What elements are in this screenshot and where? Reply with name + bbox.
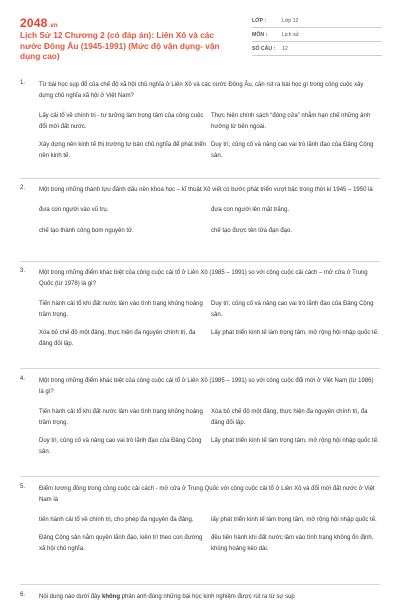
question-options [39, 299, 380, 350]
question-options [39, 407, 380, 458]
meta-row-count [252, 42, 382, 56]
meta-table [252, 14, 382, 56]
divider [20, 476, 380, 477]
logo-main: 2048 [20, 16, 48, 30]
question-text: Từ bài học sụp đổ của chế độ xã hội chủ nghĩa ở Liên Xô và các nước Đông Âu, cần rút ra bài học gì trong công cuộc xây dựng chủ nghĩa xã hội ở Việt Nam? [39, 82, 364, 99]
question-options [39, 111, 380, 162]
meta-label-subject: MÔN : [252, 31, 268, 38]
question-text-emphasis: không [102, 594, 120, 600]
option-b[interactable]: Thực hiện chính sách “đóng cửa” nhằm hạn chế những ảnh hưởng từ bên ngoài. [211, 113, 371, 130]
option-d[interactable]: Duy trì, củng cố và nâng cao vai trò lãnh đạo của Đảng Cộng sản. [211, 142, 374, 159]
option-c[interactable]: Xây dựng nền kinh tế thị trường tư bản chủ nghĩa để phát triển nền kinh tế. [39, 142, 207, 159]
question-3 [20, 268, 380, 350]
meta-value-grade: Lớp 12 [282, 17, 299, 24]
option-a[interactable]: tiến hành cải tổ về chính trị, cho phép đa nguyên đa đảng. [39, 517, 194, 523]
header [0, 0, 400, 72]
logo-suffix: .vn [48, 23, 58, 29]
option-a[interactable]: Tiến hành cải tổ khi đất nước lâm vào tình trạng khủng hoảng trầm trọng. [39, 301, 203, 318]
option-b[interactable]: lấy phát triển kinh tế làm trọng tâm, mở rộng hội nhập quốc tế. [211, 517, 377, 523]
question-number: 2. [20, 185, 26, 191]
question-text: Một trong những điểm khác biệt của công cuộc cải tổ ở Liên Xô (1985 – 1991) so với công cuộc đổi mới ở Việt Nam (từ 1986) là gì? [39, 378, 374, 395]
question-text: Điểm tương đồng trong công cuộc cải cách - mở cửa ở Trung Quốc với công cuộc cải tổ ở Liên Xô và đổi mới đất nước ở Việt Nam là [39, 486, 375, 503]
option-d[interactable]: chế tạo được tên lửa đạn đạo. [211, 228, 293, 234]
meta-row-subject [252, 28, 382, 42]
question-number: 4. [20, 376, 26, 382]
question-text [39, 592, 379, 600]
meta-value-count: 12 [282, 45, 288, 52]
option-d[interactable]: Lấy phát triển kinh tế làm trọng tâm, mở rộng hội nhập quốc tế. [211, 438, 379, 444]
question-text-pre: Nội dung nào dưới đây [39, 594, 102, 600]
question-5 [20, 484, 380, 555]
question-number: 6. [20, 592, 26, 598]
question-2 [20, 185, 380, 237]
option-c[interactable]: chế tạo thành công bom nguyên tử. [39, 228, 134, 234]
page-title: Lịch Sử 12 Chương 2 (có đáp án): Liên Xô và các nước Đông Âu (1945-1991) (Mức độ vận dụng- vận dụng cao) [20, 30, 220, 61]
question-text: Một trong những điểm khác biệt của công cuộc cải tổ ở Liên Xô (1985 – 1991) so với công cuộc cải cách – mở cửa ở Trung Quốc (từ 1978) là gì? [39, 270, 368, 287]
option-a[interactable]: đưa con người vào vũ trụ. [39, 207, 109, 213]
question-1 [20, 80, 380, 162]
meta-label-count: SỐ CÂU : [252, 45, 276, 52]
question-options [39, 205, 380, 237]
question-number: 5. [20, 484, 26, 490]
option-a[interactable]: Tiến hành cải tổ khi đất nước lâm vào tình trạng khủng hoảng trầm trọng. [39, 409, 203, 426]
question-4 [20, 376, 380, 458]
question-6 [20, 592, 380, 600]
divider [20, 368, 380, 369]
question-text-post: phản ánh đúng những bài học kinh nghiệm được rút ra từ sự sụp [120, 594, 295, 600]
option-c[interactable]: Duy trì, củng cố và nâng cao vai trò lãnh đạo của Đảng Cộng sản. [39, 438, 202, 455]
divider [20, 261, 380, 262]
question-number: 3. [20, 268, 26, 274]
divider [20, 584, 380, 585]
option-d[interactable]: đều tiến hành khi đất nước lâm vào tình trạng không ổn định, khủng hoảng kéo dài. [211, 535, 374, 552]
option-b[interactable]: đưa con người lên mặt trăng. [211, 207, 290, 213]
meta-row-grade [252, 14, 382, 28]
option-d[interactable]: Lấy phát triển kinh tế làm trọng tâm, mở rộng hội nhập quốc tế. [211, 330, 379, 336]
question-options [39, 515, 380, 555]
question-text: Một trong những thành tựu đánh dấu nền khoa học – kĩ thuật Xô viết có bước phát triển vượt bậc trong thời kì 1945 – 1950 là [39, 187, 373, 193]
site-logo[interactable] [20, 16, 58, 30]
question-number: 1. [20, 80, 26, 86]
meta-value-subject: Lịch sử [282, 31, 300, 38]
option-c[interactable]: Đảng Cộng sản nắm quyền lãnh đạo, kiên trì theo con đường xã hội chủ nghĩa. [39, 535, 203, 552]
option-c[interactable]: Xóa bỏ chế độ một đảng, thực hiện đa nguyên chính trị, đa đảng đối lập. [39, 330, 196, 347]
option-b[interactable]: Duy trì, củng cố và nâng cao vai trò lãnh đạo của Đảng Cộng sản. [211, 301, 374, 318]
option-b[interactable]: Xóa bỏ chế độ một đảng, thực hiện đa nguyên chính trị, đa đảng đối lập. [211, 409, 368, 426]
divider [20, 178, 380, 179]
option-a[interactable]: Lấy cải tổ về chính trị - tư tưởng làm trọng tâm của công cuộc đổi mới đất nước. [39, 113, 204, 130]
meta-label-grade: LỚP : [252, 17, 267, 24]
